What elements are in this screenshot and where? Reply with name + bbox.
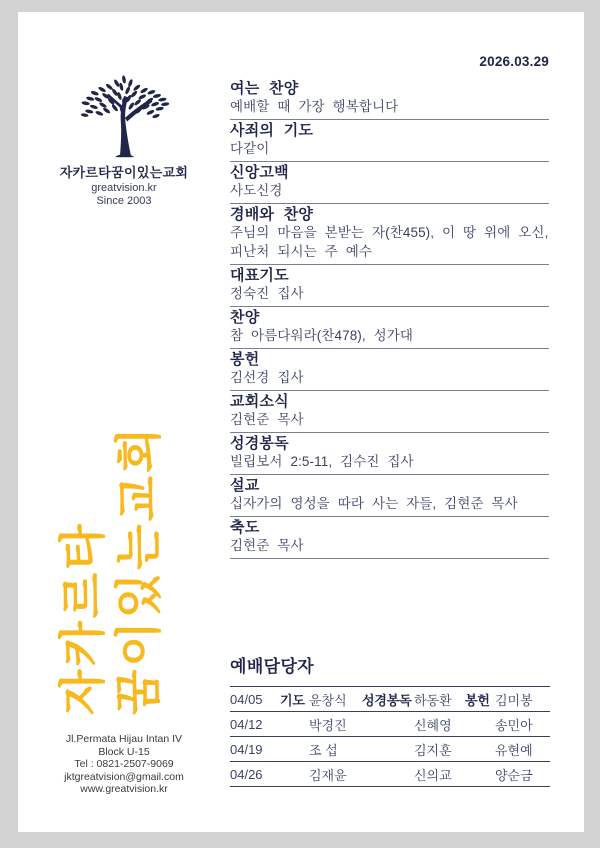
worship-item-detail: 정숙진 집사: [230, 285, 304, 301]
worship-item: [230, 204, 549, 265]
worship-item-detail: 빌립보서 2:5-11, 김수진 집사: [230, 453, 414, 469]
tree-logo-icon: [78, 74, 170, 159]
duty-role-label: 봉헌: [465, 692, 490, 708]
worship-item: [230, 391, 549, 433]
worship-item-detail: 예배할 때 가장 행복합니다: [230, 99, 399, 114]
worship-item-detail: 십자가의 영성을 따라 사는 자들, 김현준 목사: [230, 495, 518, 511]
worship-item-title: 사죄의 기도: [230, 122, 314, 139]
bulletin-date: 2026.03.29: [479, 54, 549, 69]
duty-date: 04/05: [230, 691, 263, 707]
contact-address-line2: Block U-15: [98, 745, 150, 758]
duty-name: 신의교: [414, 767, 452, 783]
worship-item: [230, 78, 549, 120]
duty-name: 김재윤: [309, 767, 347, 783]
duty-name: 김지훈: [414, 742, 452, 758]
church-website: greatvision.kr: [91, 182, 157, 194]
worship-item: [230, 307, 549, 349]
duty-section-title: 예배담당자: [230, 657, 315, 676]
contact-tel: Tel : 0821-2507-9069: [74, 758, 174, 771]
duty-date: 04/19: [230, 741, 263, 757]
worship-item: [230, 517, 549, 559]
duty-table-row: [230, 737, 550, 762]
church-logo: [18, 74, 230, 207]
worship-item-detail: 김현준 목사: [230, 411, 304, 427]
duty-table: [230, 686, 550, 787]
worship-item-title: 대표기도: [230, 266, 289, 284]
worship-item-detail: 참 아름다워라(찬478), 성가대: [230, 327, 414, 343]
duty-date: 04/12: [230, 716, 263, 732]
worship-item-title: 찬양: [230, 308, 260, 326]
worship-item-title: 봉헌: [230, 350, 260, 368]
vertical-title-line2: 꿈이있는교회: [112, 424, 165, 715]
contact-address-line1: Jl.Permata Hijau Intan IV: [65, 733, 183, 745]
worship-item-title: 신앙고백: [230, 164, 289, 181]
worship-item-detail: 주님의 마음을 본받는 자(찬455), 이 땅 위에 오신, 피난처 되시는 주 예수: [230, 225, 549, 259]
worship-item-detail: 김현준 목사: [230, 537, 304, 553]
duty-table-row: [230, 687, 550, 712]
worship-item: [230, 265, 549, 307]
duty-name: 하동환: [414, 692, 452, 708]
worship-item-title: 경배와 찬양: [230, 206, 314, 223]
duty-name: 양순금: [495, 767, 533, 783]
worship-item-detail: 김선경 집사: [230, 369, 304, 385]
duty-date: 04/26: [230, 766, 263, 782]
duty-name: 신혜영: [414, 717, 452, 733]
contact-website: www.greatvision.kr: [80, 783, 168, 796]
duty-name: 유현예: [495, 742, 533, 758]
worship-item-title: 축도: [230, 518, 260, 536]
vertical-title-line1: 자카르타: [56, 521, 109, 715]
duty-name: 송민아: [495, 717, 533, 733]
worship-item-title: 여는 찬양: [230, 80, 299, 97]
duty-table-row: [230, 712, 550, 737]
duty-role-label: 성경봉독: [362, 692, 412, 708]
duty-name: 김미봉: [495, 692, 533, 708]
duty-name: 윤창식: [309, 692, 347, 708]
contact-info: [18, 733, 230, 796]
duty-role-label: 기도: [280, 692, 305, 708]
worship-item: [230, 120, 549, 162]
church-since: Since 2003: [96, 195, 152, 207]
order-of-worship-list: [230, 78, 549, 559]
duty-name: 박경진: [309, 717, 347, 733]
worship-item-title: 설교: [230, 476, 260, 494]
contact-email: jktgreatvision@gmail.com: [64, 770, 184, 783]
worship-item-detail: 사도신경: [230, 183, 283, 198]
worship-item-title: 교회소식: [230, 392, 289, 410]
worship-item: [230, 475, 549, 517]
duty-section: [230, 652, 550, 787]
worship-item-title: 성경봉독: [230, 434, 289, 452]
church-name: 자카르타꿈이있는교회: [59, 165, 189, 180]
duty-name: 조 섭: [309, 742, 338, 758]
worship-item: [230, 162, 549, 204]
worship-item: [230, 433, 549, 475]
worship-item: [230, 349, 549, 391]
worship-item-detail: 다같이: [230, 141, 270, 156]
vertical-church-title: [55, 415, 169, 715]
duty-table-row: [230, 762, 550, 787]
bulletin-page: [18, 12, 584, 832]
